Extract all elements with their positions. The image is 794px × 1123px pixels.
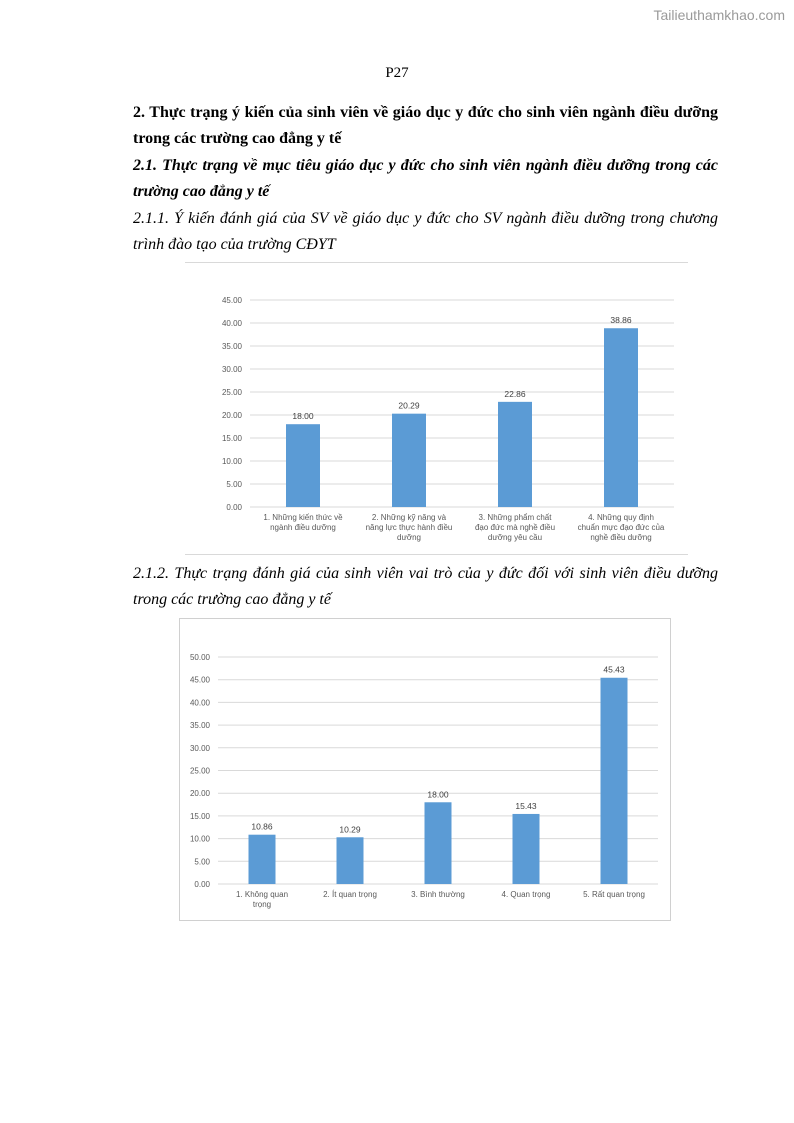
- y-tick-label: 30.00: [189, 743, 210, 753]
- bar: [601, 678, 628, 884]
- chart-svg: [185, 263, 688, 554]
- y-tick-label: 10.00: [189, 834, 210, 844]
- watermark: Tailieuthamkhao.com: [653, 7, 785, 23]
- y-tick-label: 35.00: [221, 342, 242, 351]
- bar: [513, 814, 540, 884]
- y-tick-label: 0.00: [226, 503, 242, 512]
- category-label: 1. Những kiến thức về ngành điều dưỡng: [263, 513, 343, 532]
- data-label: 18.00: [292, 411, 314, 422]
- data-label: 20.29: [398, 400, 420, 411]
- section-heading-2-1-2: 2.1.2. Thực trạng đánh giá của sinh viên vai trò của y đức đối với sinh viên điều dưỡng trong các trường cao đẳng y tế: [133, 565, 718, 608]
- data-label: 45.43: [603, 664, 625, 675]
- category-label: 1. Không quan trọng: [235, 890, 289, 909]
- category-label: 2. Những kỹ năng và năng lực thực hành điều dưỡng: [365, 513, 453, 542]
- y-tick-label: 40.00: [189, 698, 210, 708]
- data-label: 22.86: [504, 388, 526, 399]
- category-label: 4. Những quy định chuẩn mực đạo đức của nghề điều dưỡng: [577, 513, 665, 542]
- bar: [392, 414, 426, 507]
- bar-chart-education-content: [185, 262, 688, 555]
- y-tick-label: 40.00: [221, 319, 242, 328]
- y-tick-label: 25.00: [221, 388, 242, 397]
- data-label: 10.29: [339, 824, 361, 835]
- bar: [604, 328, 638, 507]
- page-number: P27: [385, 65, 409, 81]
- category-label: 4. Quan trọng: [501, 890, 551, 899]
- data-label: 18.00: [427, 789, 449, 800]
- bar: [249, 835, 276, 884]
- bar: [337, 837, 364, 884]
- data-label: 15.43: [515, 800, 537, 811]
- category-label: 3. Bình thường: [411, 890, 465, 899]
- y-tick-label: 15.00: [221, 434, 242, 443]
- y-tick-label: 20.00: [189, 789, 210, 799]
- y-tick-label: 25.00: [189, 766, 210, 776]
- y-tick-label: 45.00: [189, 675, 210, 685]
- y-tick-label: 15.00: [189, 811, 210, 821]
- section-heading-2-1-1: 2.1.1. Ý kiến đánh giá của SV về giáo dục y đức cho SV ngành điều dưỡng trong chương trình đào tạo của trường CĐYT: [133, 210, 718, 253]
- category-label: 3. Những phẩm chất đạo đức mà nghề điều dưỡng yêu cầu: [474, 513, 556, 542]
- y-tick-label: 50.00: [189, 653, 210, 662]
- data-label: 10.86: [251, 821, 273, 832]
- section-heading-2: 2. Thực trạng ý kiến của sinh viên về giáo dục y đức cho sinh viên ngành điều dưỡng trong các trường cao đẳng y tế: [133, 104, 718, 147]
- bar: [286, 424, 320, 507]
- y-tick-label: 10.00: [221, 457, 242, 466]
- bar-chart-role-of-ethics: [179, 618, 671, 921]
- category-label: 2. Ít quan trọng: [323, 890, 377, 899]
- category-label: 5. Rất quan trọng: [583, 890, 645, 899]
- section-heading-2-1: 2.1. Thực trạng về mục tiêu giáo dục y đức cho sinh viên ngành điều dưỡng trong các trường cao đẳng y tế: [133, 157, 718, 200]
- bar: [498, 402, 532, 507]
- y-tick-label: 45.00: [221, 296, 242, 305]
- y-tick-label: 5.00: [226, 480, 242, 489]
- y-tick-label: 20.00: [221, 411, 242, 420]
- y-tick-label: 5.00: [194, 857, 210, 867]
- data-label: 38.86: [610, 315, 632, 326]
- y-tick-label: 35.00: [189, 721, 210, 731]
- bar: [425, 802, 452, 884]
- y-tick-label: 0.00: [194, 880, 210, 889]
- y-tick-label: 30.00: [221, 365, 242, 374]
- chart-svg: [180, 619, 670, 920]
